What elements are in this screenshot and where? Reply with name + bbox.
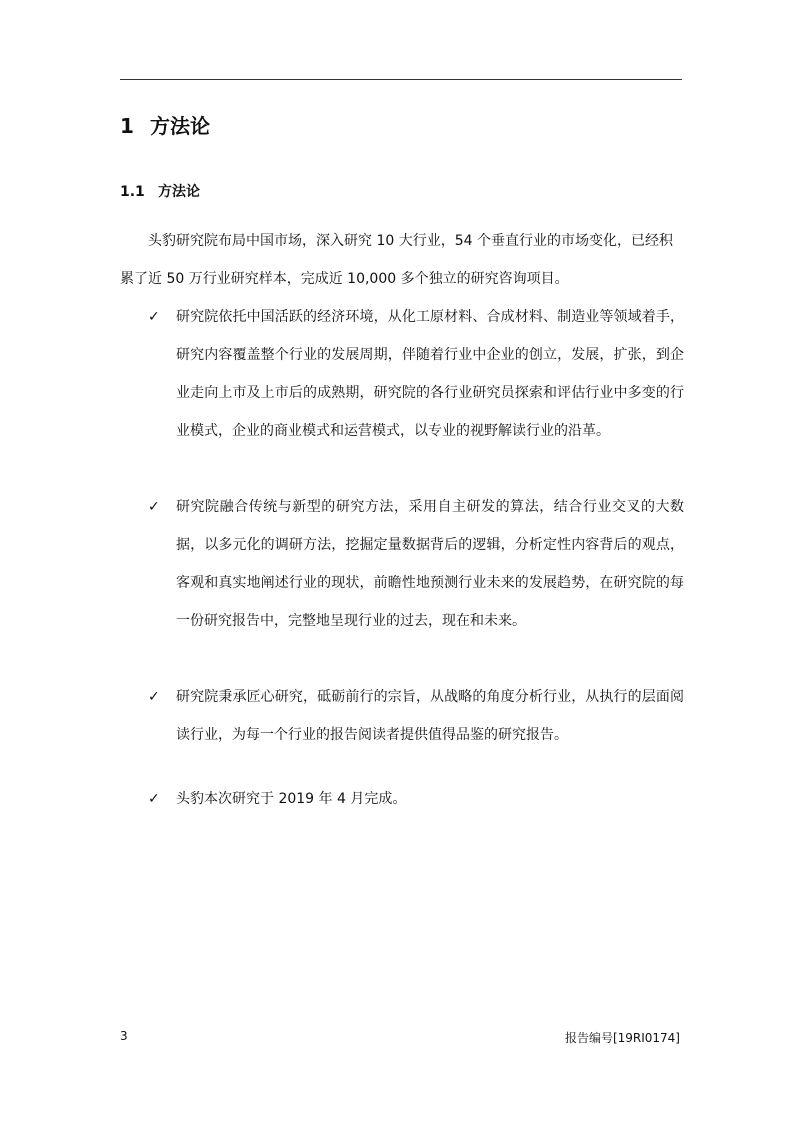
report-id: 报告编号[19RI0174]	[564, 1031, 680, 1045]
check-mark-icon: ✓	[148, 499, 160, 515]
subsection-title: 方法论	[158, 184, 200, 200]
header-rule	[120, 79, 682, 80]
intro-paragraph: 头豹研究院布局中国市场，深入研究 10 大行业，54 个垂直行业的市场变化，已经积累了近 50 万行业研究样本，完成近 10,000 多个独立的研究咨询项目。	[120, 233, 673, 287]
subsection-heading	[120, 181, 200, 201]
section-title: 方法论	[150, 114, 210, 138]
bullet-text: 研究院融合传统与新型的研究方法，采用自主研发的算法，结合行业交叉的大数据，以多元化的调研方法，挖掘定量数据背后的逻辑，分析定性内容背后的观点，客观和真实地阐述行业的现状，前瞻性地预测行业未来的发展趋势，在研究院的每一份研究报告中，完整地呈现行业的过去，现在和未来。	[176, 499, 684, 629]
bullet-text: 研究院秉承匠心研究，砥砺前行的宗旨，从战略的角度分析行业，从执行的层面阅读行业，为每一个行业的报告阅读者提供值得品鉴的研究报告。	[176, 689, 684, 743]
page-number: 3	[120, 1029, 128, 1043]
check-mark-icon: ✓	[148, 689, 160, 705]
subsection-number: 1.1	[120, 184, 145, 200]
check-mark-icon: ✓	[148, 791, 160, 807]
bullet-item	[120, 678, 685, 754]
bullet-item	[120, 488, 685, 640]
bullet-item	[120, 298, 685, 450]
section-number: 1	[120, 114, 134, 138]
bullet-text: 研究院依托中国活跃的经济环境，从化工原材料、合成材料、制造业等领域着手，研究内容覆盖整个行业的发展周期，伴随着行业中企业的创立，发展，扩张，到企业走向上市及上市后的成熟期，研究院的各行业研究员探索和评估行业中多变的行业模式，企业的商业模式和运营模式，以专业的视野解读行业的沿革。	[176, 309, 684, 439]
bullet-text: 头豹本次研究于 2019 年 4 月完成。	[176, 791, 407, 807]
section-heading	[120, 110, 210, 139]
check-mark-icon: ✓	[148, 309, 160, 325]
bullet-item	[120, 780, 685, 818]
